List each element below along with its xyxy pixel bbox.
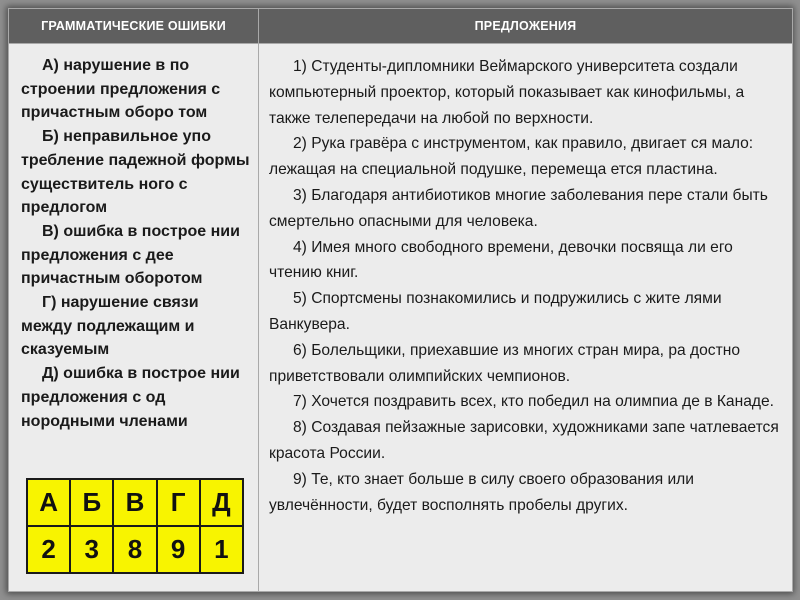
sentence-5: 5) Спортсмены познакомились и подружились с жите лями Ванкувера. — [269, 290, 722, 333]
slide — [8, 8, 792, 592]
error-item-v: В) ошибка в построе нии предложения с дее причастным оборотом — [21, 222, 240, 288]
sentence-8: 8) Создавая пейзажные зарисовки, художниками запе чатлевается красота России. — [269, 419, 779, 462]
header-sentences: ПРЕДЛОЖЕНИЯ — [259, 9, 793, 44]
sentence-6: 6) Болельщики, приехавшие из многих стран мира, ра достно приветствовали олимпийских чемпионов. — [269, 341, 741, 385]
error-item-d: Д) ошибка в построе нии предложения с од нородными членами — [21, 365, 240, 430]
sentence-4: 4) Имея много свободного времени, девочки посвяща ли его чтению книг. — [269, 238, 733, 282]
answer-letter: А — [27, 479, 70, 526]
sentence-1: 1) Студенты-дипломники Веймарского университета создали компьютерный проектор, который показывает как кинофильмы, а также телепередачи на любой по верхности. — [269, 58, 745, 127]
answer-number: 2 — [27, 526, 70, 573]
error-item-a: А) нарушение в по строении предложения с причастным оборо том — [21, 57, 221, 122]
answer-number: 9 — [157, 526, 200, 573]
answer-letter: Б — [70, 479, 113, 526]
header-errors: ГРАММАТИЧЕСКИЕ ОШИБКИ — [9, 9, 259, 44]
answer-numbers-row — [27, 526, 243, 573]
answer-letter: Д — [200, 479, 243, 526]
answer-letter: Г — [157, 479, 200, 526]
answer-letters-row — [27, 479, 243, 526]
answer-table — [26, 478, 244, 574]
answer-number: 1 — [200, 526, 243, 573]
error-item-g: Г) нарушение связи между подлежащим и сказуемым — [21, 294, 199, 359]
answer-number: 3 — [70, 526, 113, 573]
sentences-cell — [259, 44, 793, 592]
sentence-9: 9) Те, кто знает больше в силу своего образования или увлечённости, будет восполнять пробелы других. — [269, 470, 694, 514]
error-item-b: Б) неправильное упо требление падежной формы существитель ного с предлогом — [21, 128, 250, 217]
sentence-7: 7) Хочется поздравить всех, кто победил на олимпиа де в Канаде. — [293, 393, 774, 411]
sentence-2: 2) Рука гравёра с инструментом, как правило, двигает ся мало: лежащая на специальной подушке, перемеща ется пластина. — [269, 135, 754, 179]
answer-letter: В — [113, 479, 156, 526]
sentence-3: 3) Благодаря антибиотиков многие заболевания пере стали быть смертельно опасными для человека. — [269, 186, 768, 230]
answer-number: 8 — [113, 526, 156, 573]
